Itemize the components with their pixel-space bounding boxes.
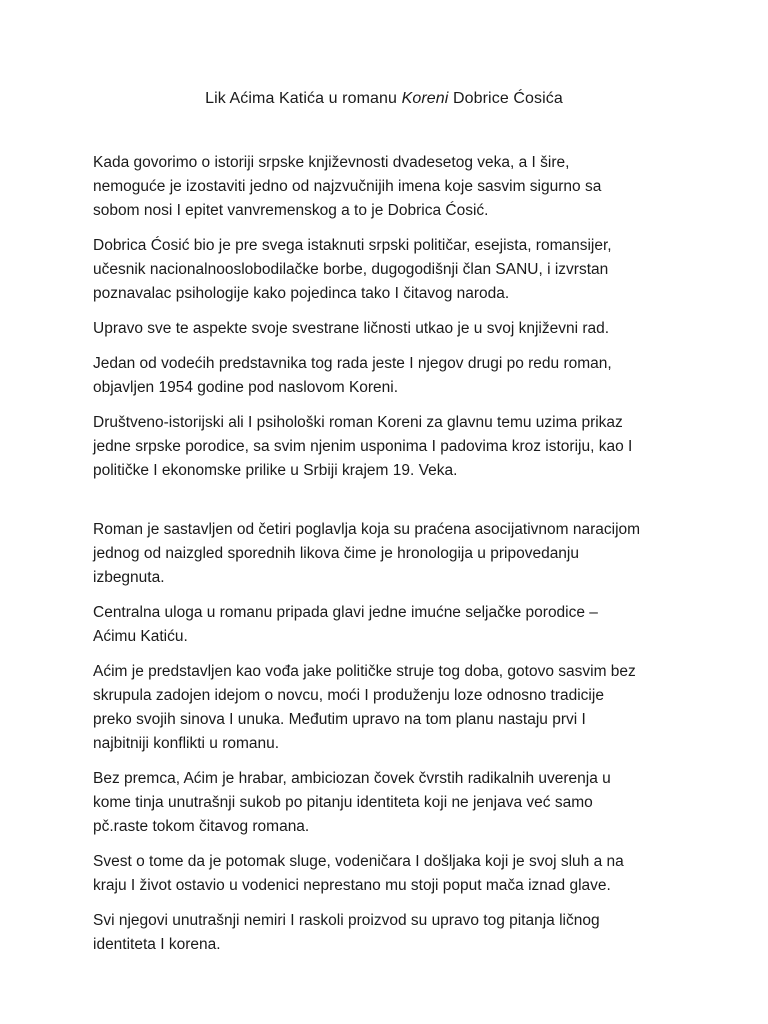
paragraph-7 (93, 601, 693, 649)
paragraph-line: Upravo sve te aspekte svoje svestrane ličnosti utkao je u svoj književni rad. (93, 320, 610, 337)
paragraph-10 (93, 850, 693, 898)
paragraph-line: poznavalac psihologije kako pojedinca tako I čitavog naroda. (93, 285, 510, 302)
paragraph-5 (93, 411, 693, 483)
paragraph-4 (93, 352, 693, 400)
paragraph-line: političke I ekonomske prilike u Srbiji krajem 19. Veka. (93, 462, 458, 479)
paragraph-9 (93, 767, 693, 839)
paragraph-11 (93, 909, 693, 957)
paragraph-line: Kada govorimo o istoriji srpske književnosti dvadesetog veka, a I šire, (93, 154, 570, 171)
paragraph-line: Društveno-istorijski ali I psihološki roman Koreni za glavnu temu uzima prikaz (93, 414, 623, 431)
paragraph-line: jedne srpske porodice, sa svim njenim usponima I padovima kroz istoriju, kao I (93, 438, 633, 455)
title-suffix: Dobrice Ćosića (448, 90, 563, 107)
paragraph-line: Aćimu Katiću. (93, 628, 188, 645)
document-body (93, 151, 693, 968)
title-italic-word: Koreni (401, 90, 449, 107)
blank-line (93, 494, 693, 518)
paragraph-line: Centralna uloga u romanu pripada glavi jedne imućne seljačke porodice – (93, 604, 598, 621)
paragraph-8 (93, 660, 693, 756)
paragraph-6 (93, 518, 693, 590)
paragraph-line: kome tinja unutrašnji sukob po pitanju identiteta koji ne jenjava već samo (93, 794, 593, 811)
paragraph-line: preko svojih sinova I unuka. Međutim upravo na tom planu nastaju prvi I (93, 711, 586, 728)
title-prefix: Lik Aćima Katića u romanu (205, 90, 402, 107)
paragraph-line: pč.raste tokom čitavog romana. (93, 818, 310, 835)
paragraph-line: Jedan od vodećih predstavnika tog rada jeste I njegov drugi po redu roman, (93, 355, 612, 372)
paragraph-line: objavljen 1954 godine pod naslovom Koreni. (93, 379, 399, 396)
paragraph-line: Roman je sastavljen od četiri poglavlja koja su praćena asocijativnom naracijom (93, 521, 641, 538)
document-title (0, 88, 768, 110)
paragraph-line: sobom nosi I epitet vanvremenskog a to je Dobrica Ćosić. (93, 202, 489, 219)
paragraph-line: Svest o tome da je potomak sluge, vodeničara I došljaka koji je svoj sluh a na (93, 853, 624, 870)
paragraph-line: identiteta I korena. (93, 936, 221, 953)
paragraph-line: učesnik nacionalnooslobodilačke borbe, dugogodišnji član SANU, i izvrstan (93, 261, 609, 278)
paragraph-line: jednog od naizgled sporednih likova čime je hronologija u pripovedanju (93, 545, 579, 562)
paragraph-2 (93, 234, 693, 306)
paragraph-line: Bez premca, Aćim je hrabar, ambiciozan čovek čvrstih radikalnih uverenja u (93, 770, 611, 787)
paragraph-3 (93, 317, 693, 341)
paragraph-line: Dobrica Ćosić bio je pre svega istaknuti srpski političar, esejista, romansijer, (93, 237, 612, 254)
paragraph-line: Aćim je predstavljen kao vođa jake političke struje tog doba, gotovo sasvim bez (93, 663, 636, 680)
paragraph-line: nemoguće je izostaviti jedno od najzvučnijih imena koje sasvim sigurno sa (93, 178, 602, 195)
paragraph-line: izbegnuta. (93, 569, 165, 586)
paragraph-1 (93, 151, 693, 223)
paragraph-line: skrupula zadojen idejom o novcu, moći I produženju loze odnosno tradicije (93, 687, 604, 704)
paragraph-line: kraju I život ostavio u vodenici neprestano mu stoji poput mača iznad glave. (93, 877, 611, 894)
paragraph-line: najbitniji konflikti u romanu. (93, 735, 280, 752)
paragraph-line: Svi njegovi unutrašnji nemiri I raskoli proizvod su upravo tog pitanja ličnog (93, 912, 600, 929)
